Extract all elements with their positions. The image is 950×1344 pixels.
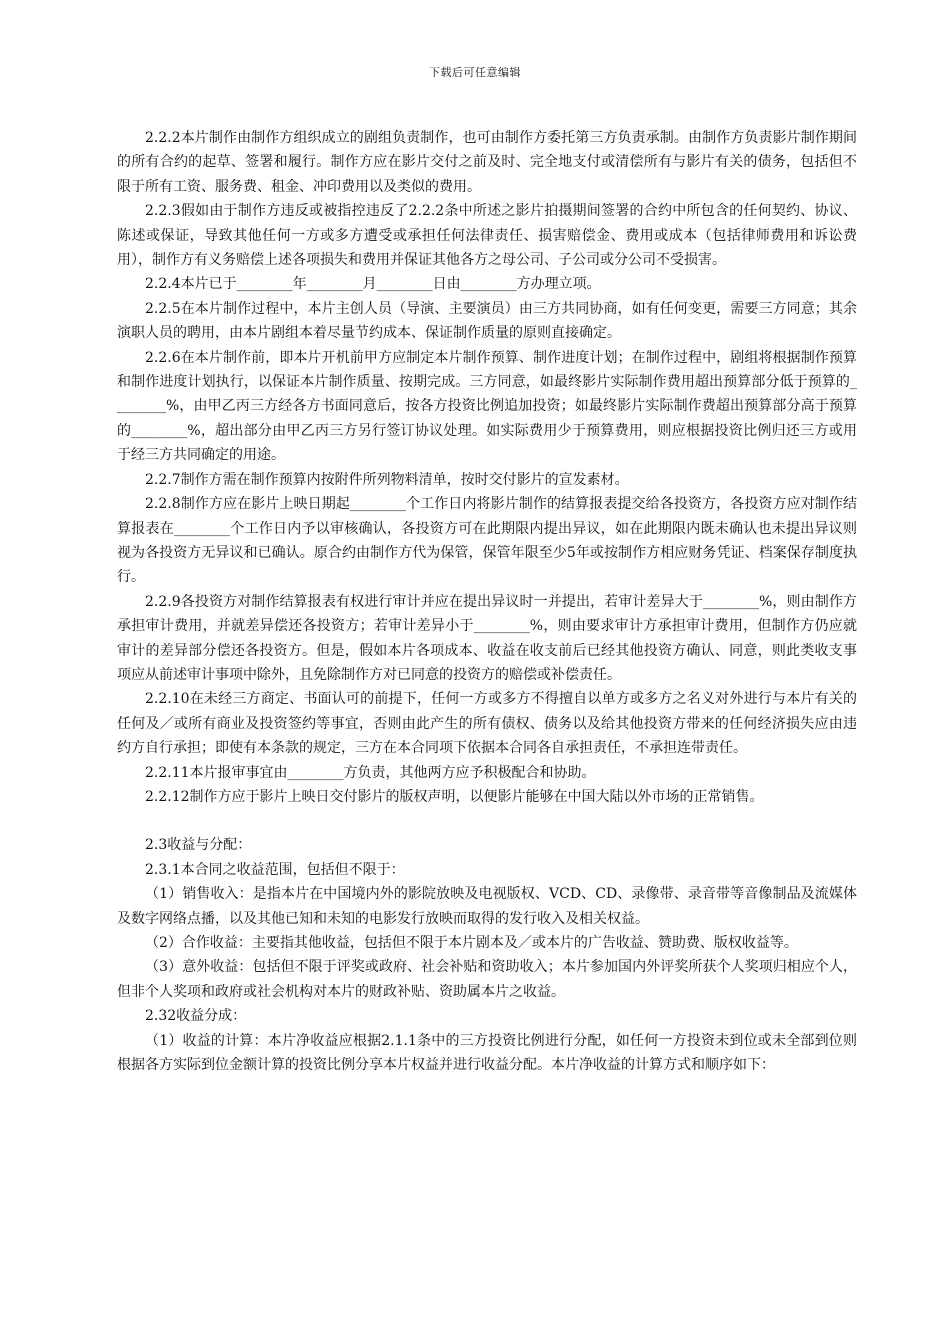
clause-2-2-9: 2.2.9各投资方对制作结算报表有权进行审计并应在提出异议时一并提出，若审计差异大于________%，则由制作方承担审计费用，并就差异偿还各投资方；若审计差异小于________%，则由要求审计方承担审计费用，但制作方仍应就审计的差异部分偿还各投资方。但是，假如本片各项成本、收益在收支前后已经其他投资方确认、同意，则此类收支事项应从前述审计事项中除外，且免除制作方对已同意的投资方的赔偿或补偿责任。 <box>117 593 857 683</box>
section-spacer <box>117 809 857 833</box>
clause-2-2-12: 2.2.12制作方应于影片上映日交付影片的版权声明，以便影片能够在中国大陆以外市场的正常销售。 <box>145 788 764 805</box>
clause-2-2-11: 2.2.11本片报审事宜由________方负责，其他两方应予积极配合和协助。 <box>145 764 596 781</box>
item-sales-revenue: （1）销售收入：是指本片在中国境内外的影院放映及电视版权、VCD、CD、录像带、录音带等音像制品及流媒体及数字网络点播，以及其他已知和未知的电影发行放映而取得的发行收入及相关权益。 <box>117 886 857 927</box>
clause-2-3-1: 2.3.1本合同之收益范围，包括但不限于： <box>145 861 405 878</box>
clause-2-2-10: 2.2.10在未经三方商定、书面认可的前提下，任何一方或多方不得擅自以单方或多方之名义对外进行与本片有关的任何及／或所有商业及投资签约等事宜，否则由此产生的所有债权、债务以及给其他投资方带来的任何经济损失应由违约方自行承担；即使有本条款的规定，三方在本合同项下依据本合同各自承担责任，不承担连带责任。 <box>117 691 857 757</box>
clause-2-2-4: 2.2.4本片已于________年________月________日由________方办理立项。 <box>145 276 601 293</box>
section-2-3-heading: 2.3收益与分配： <box>145 837 252 854</box>
item-cooperation-revenue: （2）合作收益：主要指其他收益，包括但不限于本片剧本及／或本片的广告收益、赞助费、版权收益等。 <box>145 935 798 951</box>
page-header: 下载后可任意编辑 <box>429 66 521 79</box>
document-body <box>117 126 857 1077</box>
clause-2-2-7: 2.2.7制作方需在制作预算内按附件所列物料清单，按时交付影片的宣发素材。 <box>145 471 629 488</box>
clause-2-2-5: 2.2.5在本片制作过程中，本片主创人员（导演、主要演员）由三方共同协商，如有任何变更，需要三方同意；其余演职人员的聘用，由本片剧组本着尽量节约成本、保证制作质量的原则直接确定。 <box>117 300 857 342</box>
clause-2-2-8: 2.2.8制作方应在影片上映日期起________个工作日内将影片制作的结算报表提交给各投资方，各投资方应对制作结算报表在________个工作日内予以审核确认，各投资方可在此期限内提出异议，如在此期限内既未确认也未提出异议则视为各投资方无异议和已确认。原合约由制作方代为保管，保管年限至少5年或按制作方相应财务凭证、档案保存制度执行。 <box>117 496 857 586</box>
clause-2-2-2: 2.2.2本片制作由制作方组织成立的剧组负责制作，也可由制作方委托第三方负责承制。由制作方负责影片制作期间的所有合约的起草、签署和履行。制作方应在影片交付之前及时、完全地支付或清偿所有与影片有关的债务，包括但不限于所有工资、服务费、租金、冲印费用以及类似的费用。 <box>117 130 857 195</box>
item-revenue-calculation: （1）收益的计算：本片净收益应根据2.1.1条中的三方投资比例进行分配，如任何一方投资未到位或未全部到位则根据各方实际到位金额计算的投资比例分享本片权益并进行收益分配。本片净收益的计算方式和顺序如下： <box>117 1032 857 1074</box>
clause-2-3-2-heading: 2.32收益分成： <box>145 1008 247 1025</box>
clause-2-2-3: 2.2.3假如由于制作方违反或被指控违反了2.2.2条中所述之影片拍摄期间签署的合约中所包含的任何契约、协议、陈述或保证，导致其他任何一方或多方遭受或承担任何法律责任、损害赔偿金、费用或成本（包括律师费用和诉讼费用），制作方有义务赔偿上述各项损失和费用并保证其他各方之母公司、子公司或分公司不受损害。 <box>117 203 857 269</box>
item-accidental-revenue: （3）意外收益：包括但不限于评奖或政府、社会补贴和资助收入；本片参加国内外评奖所获个人奖项归相应个人，但非个人奖项和政府或社会机构对本片的财政补贴、资助属本片之收益。 <box>117 959 857 1000</box>
clause-2-2-6: 2.2.6在本片制作前，即本片开机前甲方应制定本片制作预算、制作进度计划；在制作过程中，剧组将根据制作预算和制作进度计划执行，以保证本片制作质量、按期完成。三方同意，如最终影片实际制作费用超出预算部分低于预算的________%，由甲乙丙三方经各方书面同意后，按各方投资比例追加投资；如最终影片实际制作费超出预算部分高于预算的________%，超出部分由甲乙丙三方另行签订协议处理。如实际费用少于预算费用，则应根据投资比例归还三方或用于经三方共同确定的用途。 <box>117 349 857 464</box>
